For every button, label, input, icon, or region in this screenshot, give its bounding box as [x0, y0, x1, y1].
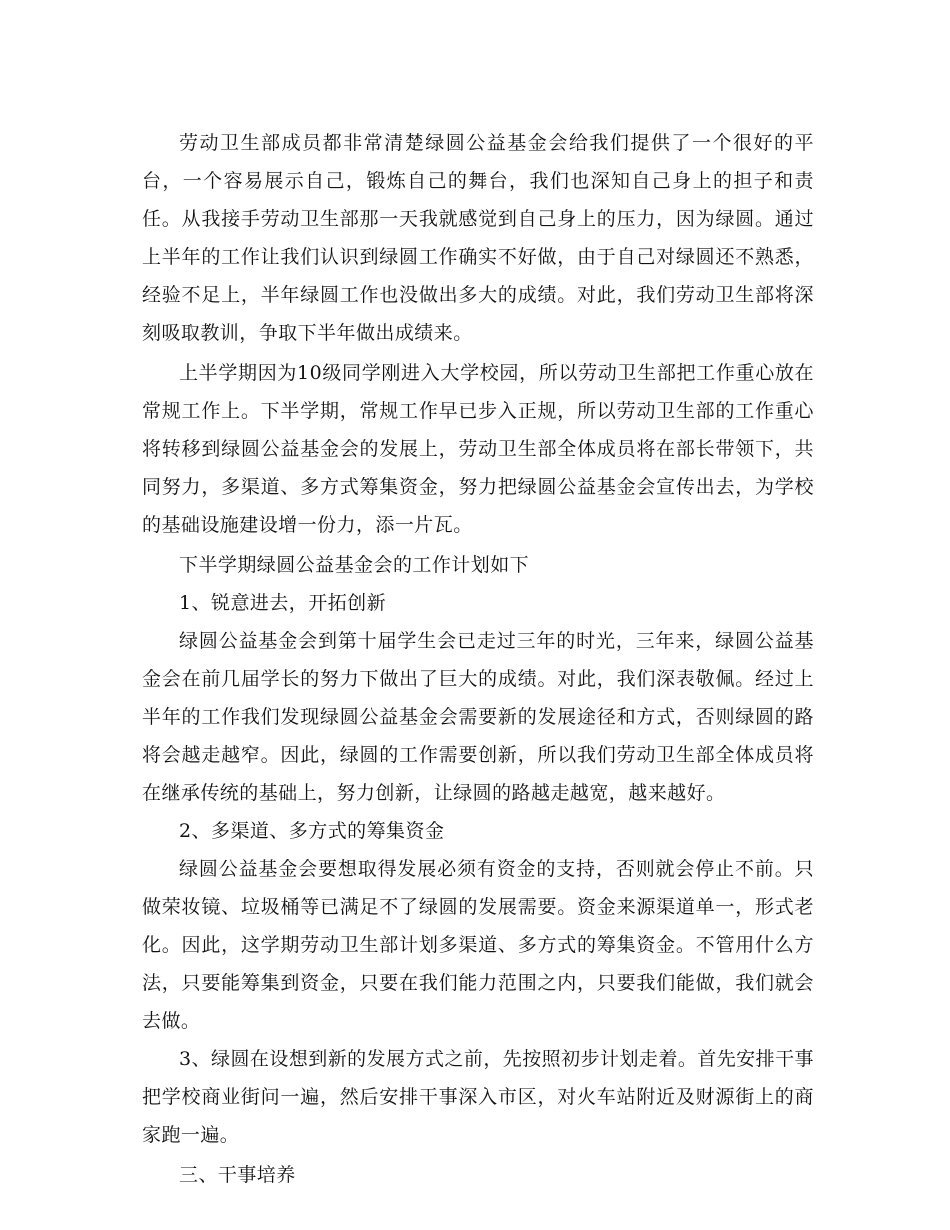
paragraph-item-2-heading: 2、多渠道、多方式的筹集资金 [179, 820, 445, 842]
paragraph-plan-heading: 下半学期绿圆公益基金会的工作计划如下 [179, 554, 530, 576]
paragraph-item-3: 3、绿圆在设想到新的发展方式之前，先按照初步计划走着。首先安排干事把学校商业街问一遍，然后安排干事深入市区，对火车站附近及财源街上的商家跑一遍。 [142, 1048, 814, 1146]
paragraph-fundraising: 绿圆公益基金会要想取得发展必须有资金的支持，否则就会停止不前。只做荣妆镜、垃圾桶等已满足不了绿圆的发展需要。资金来源渠道单一，形式老化。因此，这学期劳动卫生部计划多渠道、多方式的筹集资金。不管用什么方法，只要能筹集到资金，只要在我们能力范围之内，只要我们能做，我们就会去做。 [142, 858, 814, 1032]
paragraph-first-half-focus: 上半学期因为10级同学刚进入大学校园，所以劳动卫生部把工作重心放在常规工作上。下半学期，常规工作早已步入正规，所以劳动卫生部的工作重心将转移到绿圆公益基金会的发展上，劳动卫生部全体成员将在部长带领下，共同努力，多渠道、多方式筹集资金，努力把绿圆公益基金会宣传出去，为学校的基础设施建设增一份力，添一片瓦。 [142, 362, 814, 536]
document-body [142, 124, 814, 1194]
section-heading-staff-training: 三、干事培养 [179, 1164, 296, 1186]
paragraph-item-1-heading: 1、锐意进去，开拓创新 [179, 592, 387, 614]
paragraph-innovation: 绿圆公益基金会到第十届学生会已走过三年的时光，三年来，绿圆公益基金会在前几届学长的努力下做出了巨大的成绩。对此，我们深表敬佩。经过上半年的工作我们发现绿圆公益基金会需要新的发展途径和方式，否则绿圆的路将会越走越窄。因此，绿圆的工作需要创新，所以我们劳动卫生部全体成员将在继承传统的基础上，努力创新，让绿圆的路越走越宽，越来越好。 [142, 630, 814, 804]
paragraph-intro: 劳动卫生部成员都非常清楚绿圆公益基金会给我们提供了一个很好的平台，一个容易展示自己，锻炼自己的舞台，我们也深知自己身上的担子和责任。从我接手劳动卫生部那一天我就感觉到自己身上的压力，因为绿圆。通过上半年的工作让我们认识到绿圆工作确实不好做，由于自己对绿圆还不熟悉，经验不足上，半年绿圆工作也没做出多大的成绩。对此，我们劳动卫生部将深刻吸取教训，争取下半年做出成绩来。 [142, 132, 814, 344]
